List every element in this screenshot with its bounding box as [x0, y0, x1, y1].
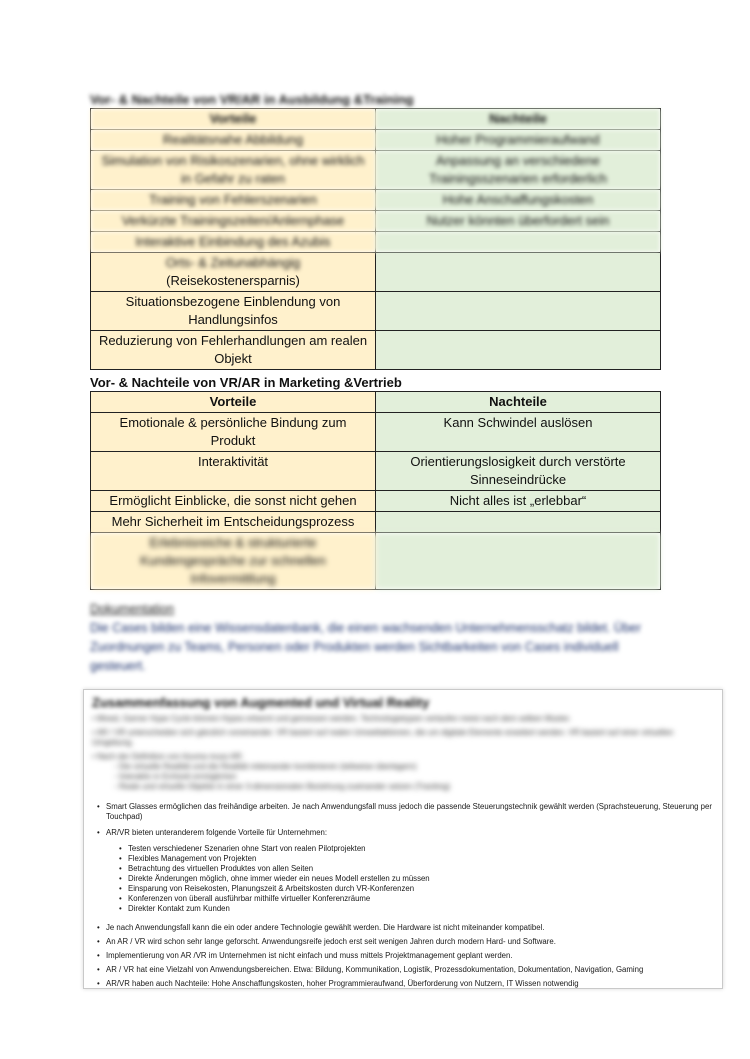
list-item: ◦ Interaktiv in Echtzeit ermöglichen — [114, 772, 237, 781]
documentation-section — [90, 600, 670, 676]
col-header-pros: Vorteile — [91, 109, 376, 130]
sub-list-item: • Direkte Änderungen möglich, ohne immer wieder ein neues Modell erstellen zu müssen — [128, 874, 714, 884]
con-cell — [376, 331, 661, 370]
col-header-pros: Vorteile — [91, 392, 376, 413]
table-row — [91, 292, 661, 331]
summary-blurred-list — [92, 714, 712, 792]
sub-list-item: • Direkter Kontakt zum Kunden — [128, 904, 714, 914]
con-cell: Anpassung an verschiedene Trainingsszenarien erforderlich — [376, 151, 661, 190]
sub-list-item: • Konferenzen von überall ausführbar mithilfe virtueller Konferenzräume — [128, 894, 714, 904]
table-row — [91, 413, 661, 452]
pro-cell: Training von Fehlerszenarien — [91, 190, 376, 211]
list-item: ◦ Die virtuelle Realität und die Realität miteinander kombinieren (teilweise überlagern) — [114, 762, 417, 771]
con-cell — [376, 232, 661, 253]
documentation-title: Dokumentation — [90, 602, 175, 616]
documentation-text: Die Cases bilden eine Wissensdatenbank, die einen wachsenden Unternehmensschatz bildet. Über Zuordnungen zu Teams, Personen oder Produkten werden Sichtbarkeiten von Cases individuell gesteuert. — [90, 621, 642, 673]
list-item: • AR/VR haben auch Nachteile: Hohe Anschaffungskosten, hoher Programmieraufwand, Überforderung von Nutzern, IT Wissen notwendig — [106, 979, 714, 989]
pro-cell: Interaktivität — [91, 452, 376, 491]
list-item: • Mixed, Garner Hype Cycle können Hypes erkannt und gemessen werden. Technologietypen verlaufen meist nach dem selben Muster. — [92, 714, 571, 723]
con-cell — [376, 253, 661, 292]
pro-cell: Interaktive Einbindung des Azubis — [91, 232, 376, 253]
pro-cell: Realitätsnahe Abbildung — [91, 130, 376, 151]
list-item: • Je nach Anwendungsfall kann die ein oder andere Technologie gewählt werden. Die Hardware ist nicht miteinander kompatibel. — [106, 923, 714, 933]
pro-cell: Reduzierung von Fehlerhandlungen am realen Objekt — [91, 331, 376, 370]
sub-list-item: • Testen verschiedener Szenarien ohne Start von realen Pilotprojekten — [128, 844, 714, 854]
pro-cell-line-1: Orts- & Zeitunabhängig — [165, 255, 301, 270]
list-item: • AR / VR unterscheiden sich gänzlich voneinander. VR basiert auf realen Umweltaktionen, die um digitale Elemente erweitert werden. VR basiert auf einer virtuellen Umgebung. — [92, 728, 674, 747]
training-heading: Vor- & Nachteile von VR/AR in Ausbildung &Training — [90, 92, 414, 107]
list-item: • Implementierung von AR /VR im Unternehmen ist nicht einfach und muss mittels Projektmanagement geplant werden. — [106, 951, 714, 961]
pro-cell-line-2: (Reisekostenersparnis) — [166, 273, 300, 288]
table-header-row — [91, 392, 661, 413]
con-cell — [376, 292, 661, 331]
pro-cell: Erlebnisreiche & strukturierte Kundengespräche zur schnellen Infovermittlung — [91, 533, 376, 590]
con-cell — [376, 512, 661, 533]
con-cell — [376, 533, 661, 590]
pro-cell: Mehr Sicherheit im Entscheidungsprozess — [91, 512, 376, 533]
col-header-cons: Nachteile — [376, 392, 661, 413]
con-cell: Kann Schwindel auslösen — [376, 413, 661, 452]
marketing-heading: Vor- & Nachteile von VR/AR in Marketing &Vertrieb — [90, 375, 402, 390]
table-row — [91, 232, 661, 253]
table-row — [91, 130, 661, 151]
sub-list-item: • Betrachtung des virtuellen Produktes von allen Seiten — [128, 864, 714, 874]
table-row — [91, 331, 661, 370]
summary-box — [83, 689, 723, 989]
con-cell: Hohe Anschaffungskosten — [376, 190, 661, 211]
sub-list-item: • Flexibles Management von Projekten — [128, 854, 714, 864]
sub-list-item: • Einsparung von Reisekosten, Planungszeit & Arbeitskosten durch VR-Konferenzen — [128, 884, 714, 894]
list-item: • AR/VR bieten unteranderem folgende Vorteile für Unternehmen: • Testen verschiedener Szenarien ohne Start von realen Pilotprojekten • Flexibles Management von Projekten • Betrachtung des virtuellen Produktes von allen Seiten • Direkte Änderungen möglich, ohne immer wieder ein neues Modell erstellen zu müssen • Einsparung von Reisekosten, Planungszeit & Arbeitskosten durch VR-Konferenzen • Konferenzen von überall ausführbar mithilfe virtueller Konferenzräume • Direkter Kontakt zum Kunden — [106, 828, 714, 914]
table-row — [91, 491, 661, 512]
table-row — [91, 151, 661, 190]
table-row — [91, 452, 661, 491]
table-row — [91, 512, 661, 533]
training-table — [90, 108, 661, 370]
table-header-row — [91, 109, 661, 130]
pro-cell: Situationsbezogene Einblendung von Handlungsinfos — [91, 292, 376, 331]
con-cell: Hoher Programmieraufwand — [376, 130, 661, 151]
table-row — [91, 253, 661, 292]
con-cell: Nicht alles ist „erlebbar“ — [376, 491, 661, 512]
pro-cell — [91, 253, 376, 292]
list-item: • Smart Glasses ermöglichen das freihändige arbeiten. Je nach Anwendungsfall muss jedoch die passende Steuerungstechnik gewählt werden (Sprachsteuerung, Steuerung per Touchpad) — [106, 802, 714, 822]
table-row — [91, 211, 661, 232]
pro-cell: Ermöglicht Einblicke, die sonst nicht gehen — [91, 491, 376, 512]
con-cell: Nutzer könnten überfordert sein — [376, 211, 661, 232]
list-item: • AR / VR hat eine Vielzahl von Anwendungsbereichen. Etwa: Bildung, Kommunikation, Logistik, Prozessdokumentation, Dokumentation, Navigation, Gaming — [106, 965, 714, 975]
list-item: • An AR / VR wird schon sehr lange geforscht. Anwendungsreife jedoch erst seit wenigen Jahren durch modern Hard- und Software. — [106, 937, 714, 947]
list-item: ◦ Reale und virtuelle Objekte in einer 3-dimensionalen Beziehung zueinander setzen (Tracking) — [114, 782, 451, 791]
pro-cell: Simulation von Risikoszenarien, ohne wirklich in Gefahr zu raten — [91, 151, 376, 190]
summary-title: Zusammenfassung von Augmented und Virtual Reality — [92, 695, 430, 710]
list-item: • Nach der Definition von Azuma muss AR: — [92, 752, 244, 761]
marketing-table — [90, 391, 661, 590]
con-cell: Orientierungslosigkeit durch verstörte Sinneseindrücke — [376, 452, 661, 491]
pro-cell: Verkürzte Trainingszeiten/Anlernphase — [91, 211, 376, 232]
pro-cell: Emotionale & persönliche Bindung zum Produkt — [91, 413, 376, 452]
table-row — [91, 533, 661, 590]
summary-list — [92, 802, 714, 989]
col-header-cons: Nachteile — [376, 109, 661, 130]
table-row — [91, 190, 661, 211]
